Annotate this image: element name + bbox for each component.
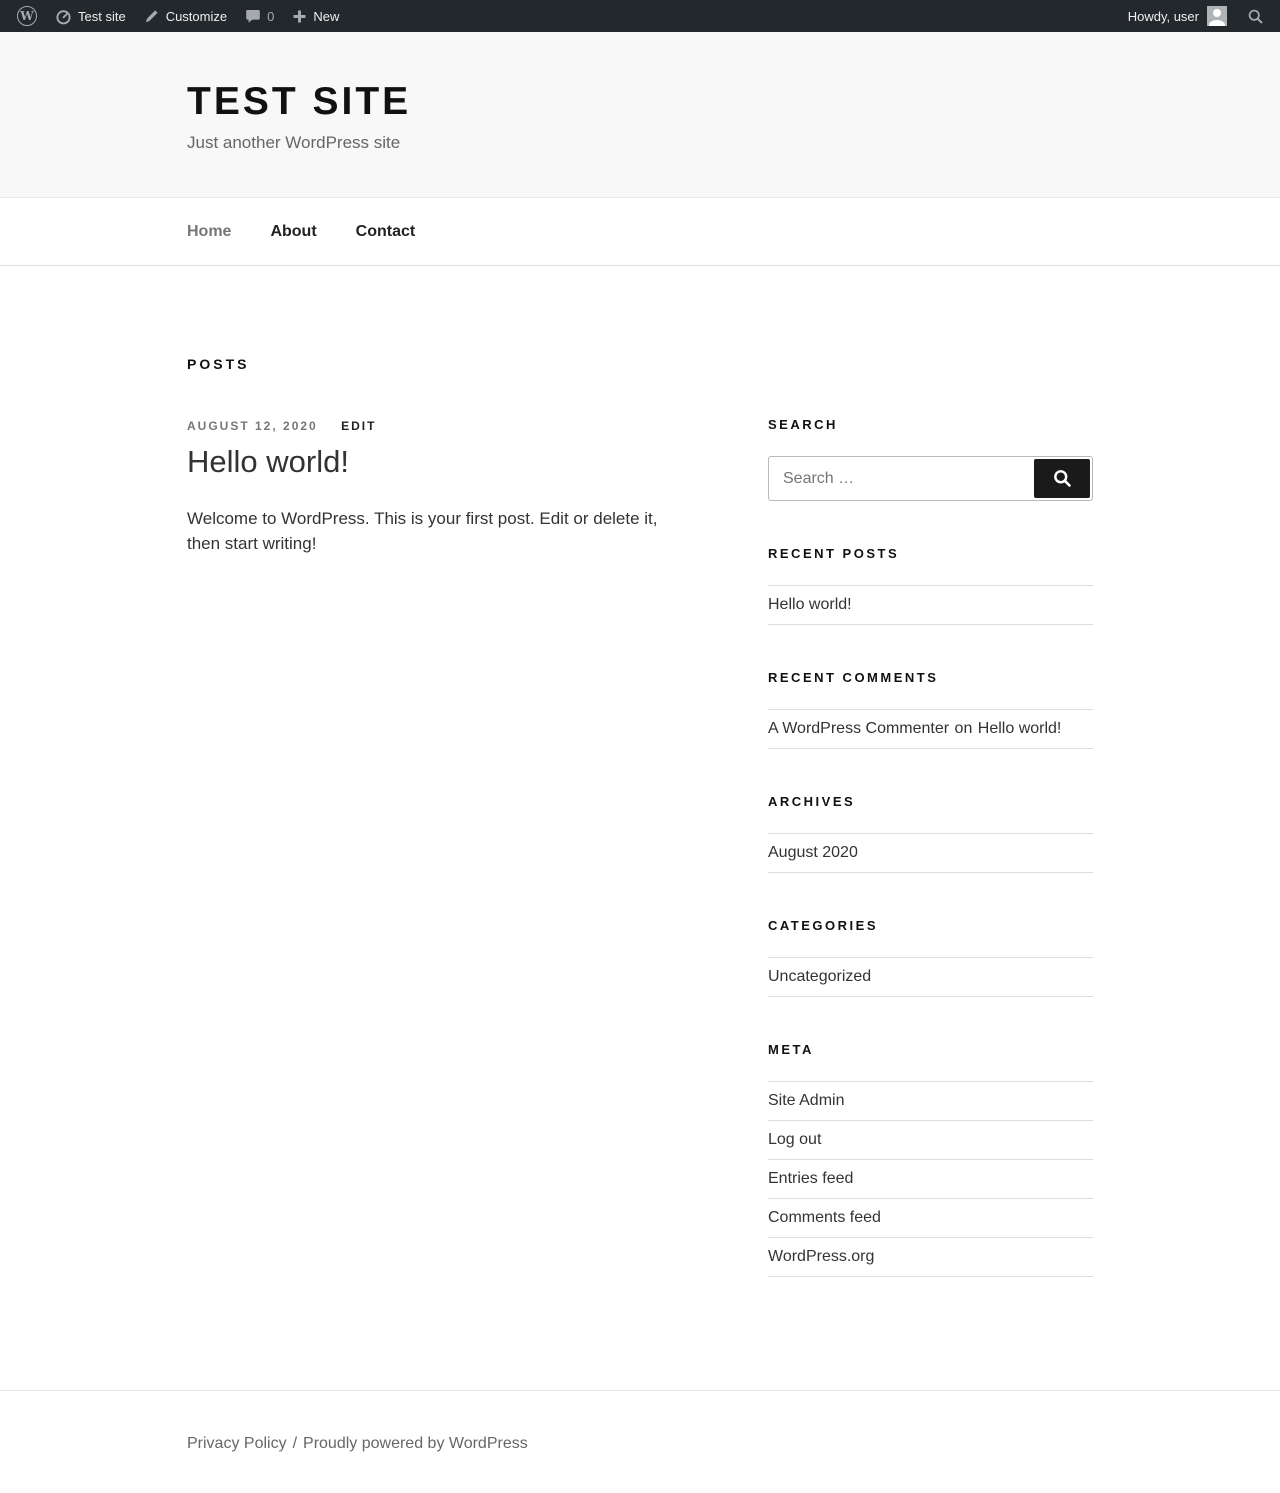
post-date-link[interactable]: AUGUST 12, 2020 bbox=[187, 419, 318, 433]
admin-bar-comments-count: 0 bbox=[267, 8, 275, 24]
admin-bar-left bbox=[8, 0, 348, 32]
admin-bar-site-name[interactable] bbox=[46, 0, 135, 32]
admin-bar-comments[interactable] bbox=[236, 0, 283, 32]
posts-column bbox=[187, 356, 699, 1322]
search-icon bbox=[1052, 468, 1073, 489]
meta-entries-feed-link[interactable]: Entries feed bbox=[768, 1170, 854, 1187]
admin-bar-customize-label: Customize bbox=[165, 8, 228, 24]
privacy-policy-link[interactable]: Privacy Policy bbox=[187, 1435, 287, 1452]
content-area bbox=[187, 266, 1093, 1322]
admin-bar-new[interactable] bbox=[283, 0, 348, 32]
search-input[interactable] bbox=[769, 470, 1034, 488]
recent-post-link[interactable]: Hello world! bbox=[768, 596, 852, 613]
search-form bbox=[768, 456, 1093, 501]
list-item bbox=[768, 833, 1093, 872]
comment-post-link[interactable]: Hello world! bbox=[977, 720, 1062, 737]
user-avatar bbox=[1207, 6, 1227, 26]
site-tagline: Just another WordPress site bbox=[187, 133, 401, 152]
meta-widget bbox=[768, 1042, 1093, 1277]
nav-item-contact[interactable]: Contact bbox=[355, 222, 416, 240]
post-article bbox=[187, 419, 699, 556]
meta-wordpress-org-link[interactable]: WordPress.org bbox=[768, 1248, 875, 1265]
nav-item-home[interactable]: Home bbox=[187, 222, 232, 240]
site-header bbox=[0, 32, 1280, 197]
plus-icon bbox=[292, 9, 307, 24]
meta-site-admin-link[interactable]: Site Admin bbox=[768, 1092, 845, 1109]
list-item bbox=[768, 957, 1093, 996]
archives-widget bbox=[768, 794, 1093, 873]
post-body-text: Welcome to WordPress. This is your first post. Edit or delete it, then start writing! bbox=[187, 509, 658, 553]
post-title-link[interactable]: Hello world! bbox=[187, 444, 349, 479]
search-widget-title: SEARCH bbox=[768, 417, 838, 432]
dashboard-gauge-icon bbox=[55, 8, 72, 25]
comment-author-link[interactable]: A WordPress Commenter bbox=[768, 720, 950, 737]
customize-brush-icon bbox=[144, 8, 160, 24]
list-item bbox=[768, 1159, 1093, 1198]
admin-bar-customize[interactable] bbox=[135, 0, 236, 32]
comment-on-text: on bbox=[950, 720, 977, 737]
nav-item-about[interactable]: About bbox=[270, 222, 317, 240]
recent-comments-widget bbox=[768, 670, 1093, 749]
main-navigation bbox=[0, 197, 1280, 266]
wordpress-logo-icon: W bbox=[17, 6, 37, 26]
recent-comments-title: RECENT COMMENTS bbox=[768, 670, 939, 685]
admin-bar-search-icon[interactable] bbox=[1235, 8, 1270, 25]
category-link[interactable]: Uncategorized bbox=[768, 968, 872, 985]
post-edit-link[interactable]: EDIT bbox=[341, 419, 377, 433]
archive-link[interactable]: August 2020 bbox=[768, 844, 858, 861]
sidebar bbox=[768, 356, 1093, 1322]
list-item bbox=[768, 709, 1093, 748]
comment-bubble-icon bbox=[245, 8, 261, 24]
list-item bbox=[768, 1237, 1093, 1276]
meta-comments-feed-link[interactable]: Comments feed bbox=[768, 1209, 881, 1226]
footer-separator: / bbox=[292, 1435, 298, 1452]
admin-bar-right bbox=[1120, 0, 1270, 32]
recent-posts-widget bbox=[768, 546, 1093, 625]
meta-log-out-link[interactable]: Log out bbox=[768, 1131, 822, 1148]
search-submit-button[interactable] bbox=[1034, 459, 1090, 498]
admin-bar-site-name-label: Test site bbox=[78, 8, 126, 24]
list-item bbox=[768, 1081, 1093, 1120]
site-footer bbox=[0, 1390, 1280, 1493]
list-item bbox=[768, 1198, 1093, 1237]
categories-widget bbox=[768, 918, 1093, 997]
admin-bar-my-account[interactable] bbox=[1120, 6, 1235, 26]
page-title: POSTS bbox=[187, 356, 250, 372]
admin-bar bbox=[0, 0, 1280, 32]
admin-bar-new-label: New bbox=[313, 8, 340, 24]
post-meta bbox=[187, 419, 699, 433]
howdy-text: Howdy, user bbox=[1127, 8, 1199, 24]
list-item bbox=[768, 585, 1093, 624]
meta-title: META bbox=[768, 1042, 814, 1057]
archives-title: ARCHIVES bbox=[768, 794, 856, 809]
recent-posts-title: RECENT POSTS bbox=[768, 546, 900, 561]
list-item bbox=[768, 1120, 1093, 1159]
categories-title: CATEGORIES bbox=[768, 918, 878, 933]
search-widget bbox=[768, 417, 1093, 501]
site-title-link[interactable]: TEST SITE bbox=[187, 80, 412, 123]
powered-by-link[interactable]: Proudly powered by WordPress bbox=[303, 1435, 528, 1452]
wordpress-logo-menu[interactable] bbox=[8, 0, 46, 32]
